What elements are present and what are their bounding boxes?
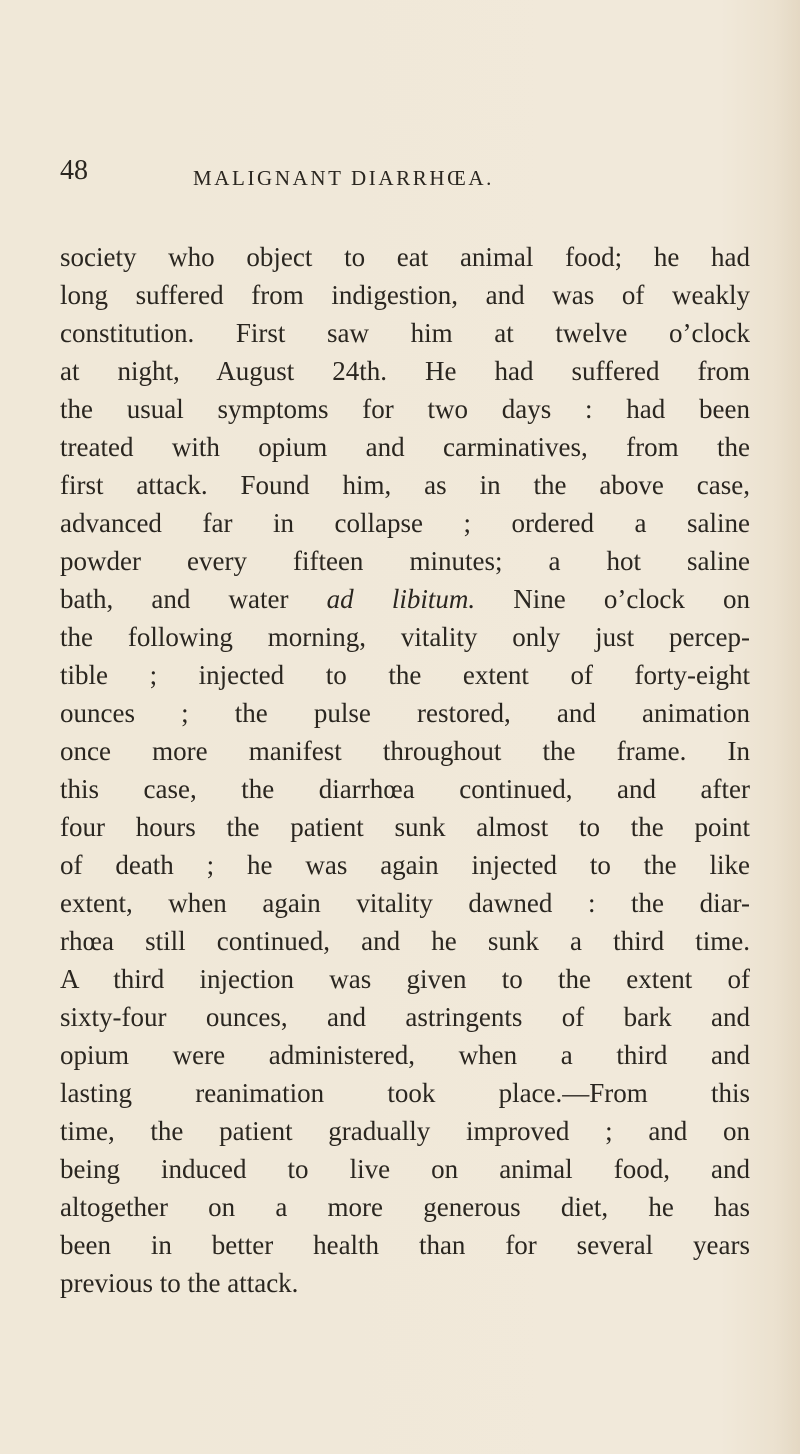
text-segment: bath, and water (60, 584, 327, 614)
italic-phrase: ad libitum. (326, 584, 476, 614)
text-line: ounces ; the pulse restored, and animation (60, 698, 750, 728)
text-line: this case, the diarrhœa continued, and after (60, 774, 750, 804)
text-line: the usual symptoms for two days : had been (60, 394, 750, 424)
page-header (0, 155, 800, 195)
text-line: altogether on a more generous diet, he has (60, 1192, 750, 1222)
text-line: treated with opium and carminatives, from the (60, 432, 750, 462)
text-line: lasting reanimation took place.—From this (60, 1078, 750, 1108)
text-line: powder every fifteen minutes; a hot saline (60, 546, 750, 576)
text-line: the following morning, vitality only just percep- (60, 622, 750, 652)
text-line: A third injection was given to the extent of (60, 964, 750, 994)
text-line: tible ; injected to the extent of forty-eight (60, 660, 750, 690)
text-line: once more manifest throughout the frame. In (60, 736, 750, 766)
text-line: four hours the patient sunk almost to the point (60, 812, 750, 842)
running-head: MALIGNANT DIARRHŒA. (193, 166, 495, 190)
text-line: long suffered from indigestion, and was of weakly (60, 280, 750, 310)
text-line: sixty-four ounces, and astringents of bark and (60, 1002, 750, 1032)
text-line: being induced to live on animal food, and (60, 1154, 750, 1184)
page-number: 48 (60, 155, 88, 186)
body-text (60, 238, 750, 1302)
text-line: first attack. Found him, as in the above case, (60, 470, 750, 500)
text-line: previous to the attack. (60, 1268, 299, 1298)
text-line: of death ; he was again injected to the like (60, 850, 750, 880)
text-segment: Nine o’clock on (475, 584, 750, 614)
text-line: at night, August 24th. He had suffered from (60, 356, 750, 386)
text-line: been in better health than for several years (60, 1230, 750, 1260)
text-line: society who object to eat animal food; he had (60, 242, 750, 272)
text-line: extent, when again vitality dawned : the diar- (60, 888, 750, 918)
text-line: time, the patient gradually improved ; and on (60, 1116, 750, 1146)
text-line: advanced far in collapse ; ordered a saline (60, 508, 750, 538)
text-line: rhœa still continued, and he sunk a third time. (60, 926, 750, 956)
text-line: opium were administered, when a third and (60, 1040, 750, 1070)
text-line-with-italic (60, 580, 750, 618)
text-line: constitution. First saw him at twelve o’clock (60, 318, 750, 348)
